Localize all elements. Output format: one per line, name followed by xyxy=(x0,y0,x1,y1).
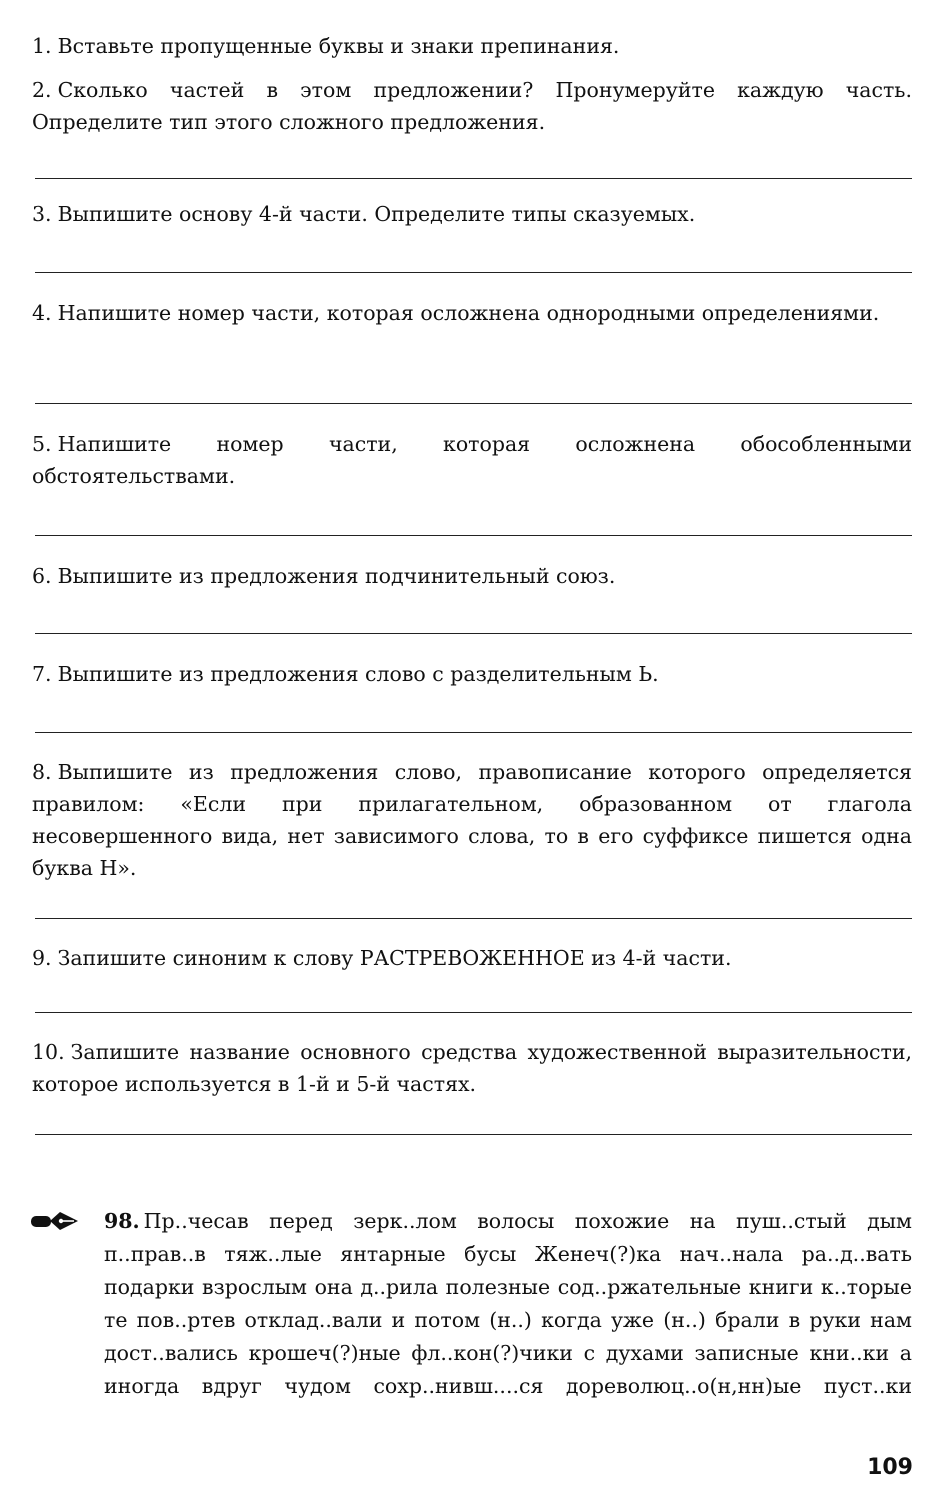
question-text: Напишите номер части, которая осложнена обособленными обстоятельствами. xyxy=(32,432,912,488)
answer-line[interactable] xyxy=(35,535,912,536)
question-text: Выпишите из предложения слово, правописание которого определяется правилом: «Если при прилагательном, образованном от глагола несовершенного вида, нет зависимого слова, то в его суффиксе пишется одна буква Н». xyxy=(32,760,912,880)
question-text: Вставьте пропущенные буквы и знаки препинания. xyxy=(57,34,620,58)
answer-line[interactable] xyxy=(35,732,912,733)
question-7 xyxy=(32,658,912,690)
exercise-text: Пр..чесав перед зерк..лом волосы похожие на пуш..стый дым п..прав..в тяж..лые янтарные бусы Женеч(?)ка нач..нала ра..д..вать подарки взрослым она д..рила полезные сод..ржательные книги к..торые те пов..ртев отклад..вали и потом (н..) когда уже (н..) брали в руки нам дост..вались крошеч(?)ные фл..кон(?)чики с духами записные кни..ки а иногда вдруг чудом сохр..нивш....ся дореволюц..о(н,нн)ые пуст..ки xyxy=(104,1209,912,1398)
answer-line[interactable] xyxy=(35,403,912,404)
question-text: Выпишите основу 4-й части. Определите типы сказуемых. xyxy=(57,202,696,226)
question-number: 6. xyxy=(32,564,52,588)
question-text: Выпишите из предложения слово с разделительным Ь. xyxy=(57,662,659,686)
question-10 xyxy=(32,1036,912,1100)
question-number: 3. xyxy=(32,202,52,226)
question-number: 2. xyxy=(32,78,52,102)
question-text: Запишите синоним к слову РАСТРЕВОЖЕННОЕ из 4-й части. xyxy=(57,946,732,970)
question-number: 10. xyxy=(32,1040,65,1064)
question-number: 5. xyxy=(32,432,52,456)
question-number: 7. xyxy=(32,662,52,686)
question-number: 1. xyxy=(32,34,52,58)
answer-line[interactable] xyxy=(35,1012,912,1013)
question-number: 8. xyxy=(32,760,52,784)
answer-line[interactable] xyxy=(35,178,912,179)
exercise-number: 98. xyxy=(104,1209,140,1233)
question-2 xyxy=(32,74,912,138)
question-number: 4. xyxy=(32,301,52,325)
question-number: 9. xyxy=(32,946,52,970)
question-text: Запишите название основного средства художественной выразительности, которое используется в 1-й и 5-й частях. xyxy=(32,1040,912,1096)
question-6 xyxy=(32,560,912,592)
question-text: Напишите номер части, которая осложнена однородными определениями. xyxy=(57,301,880,325)
question-1 xyxy=(32,30,912,62)
question-text: Сколько частей в этом предложении? Пронумеруйте каждую часть. Определите тип этого сложного предложения. xyxy=(32,78,912,134)
answer-line[interactable] xyxy=(35,918,912,919)
pen-nib-icon xyxy=(30,1208,82,1234)
answer-line[interactable] xyxy=(35,1134,912,1135)
page-number: 109 xyxy=(867,1455,913,1480)
question-8 xyxy=(32,756,912,884)
exercise-98 xyxy=(104,1205,912,1403)
answer-line[interactable] xyxy=(35,633,912,634)
question-4 xyxy=(32,297,912,329)
answer-line[interactable] xyxy=(35,272,912,273)
question-3 xyxy=(32,198,912,230)
question-text: Выпишите из предложения подчинительный союз. xyxy=(57,564,616,588)
question-5 xyxy=(32,428,912,492)
question-9 xyxy=(32,942,912,974)
